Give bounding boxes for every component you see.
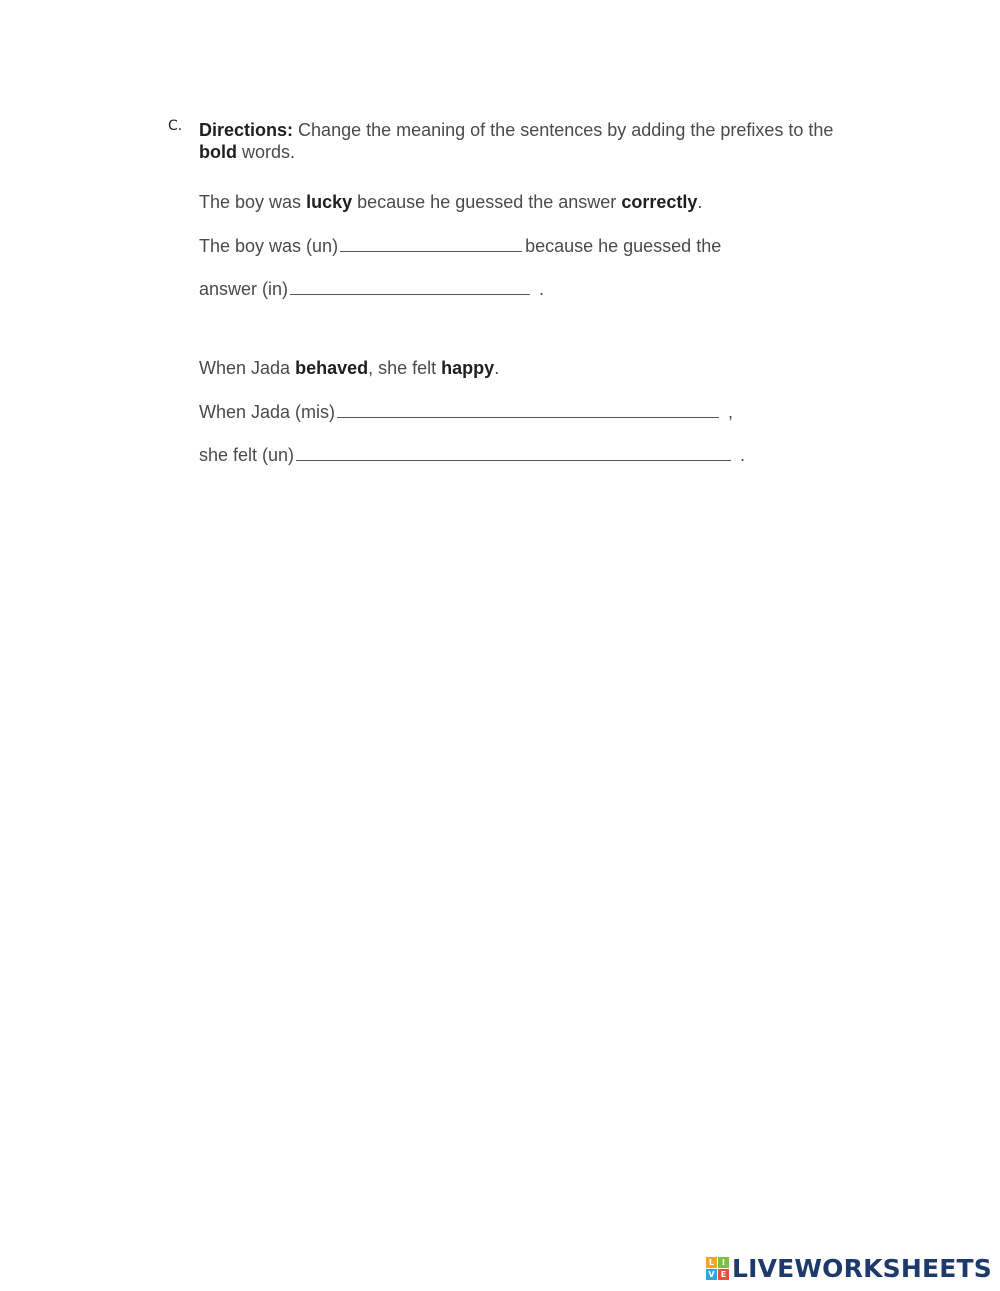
- directions-label: Directions:: [199, 120, 294, 140]
- sentence-text: , she felt: [368, 358, 437, 378]
- sentence-end: .: [494, 358, 500, 378]
- prefix-prompt: answer (in): [199, 279, 289, 299]
- sentence-text: The boy was: [199, 192, 302, 212]
- mark-letter: L: [706, 1257, 717, 1268]
- mark-letter: E: [718, 1269, 729, 1280]
- liveworksheets-mark-icon: [706, 1257, 729, 1280]
- sentence-end: .: [740, 445, 746, 465]
- bold-word: lucky: [306, 192, 353, 212]
- sentence-text: When Jada: [199, 358, 291, 378]
- prefix-prompt: The boy was (un): [199, 236, 339, 256]
- answer-blank-incorrectly[interactable]: [290, 278, 530, 295]
- item1-line-a: [199, 235, 721, 257]
- directions-bold-word: bold: [199, 142, 237, 162]
- prefix-prompt: When Jada (mis): [199, 402, 336, 422]
- bold-word: behaved: [295, 358, 369, 378]
- item2-sentence: [199, 358, 499, 379]
- mark-letter: I: [718, 1257, 729, 1268]
- directions: [199, 119, 839, 163]
- mark-letter: V: [706, 1269, 717, 1280]
- sentence-end: .: [697, 192, 703, 212]
- item2-line-b: [199, 444, 745, 466]
- answer-blank-misbehaved[interactable]: [337, 401, 719, 418]
- sentence-end: .: [539, 279, 545, 299]
- directions-text: Change the meaning of the sentences by adding the prefixes to the: [298, 120, 834, 140]
- bold-word: happy: [441, 358, 495, 378]
- liveworksheets-logo: [706, 1254, 992, 1283]
- prefix-prompt: she felt (un): [199, 445, 295, 465]
- brand-name: LIVEWORKSHEETS: [731, 1254, 992, 1283]
- sentence-end: ,: [728, 402, 734, 422]
- sentence-text: because he guessed the answer: [357, 192, 617, 212]
- item2-line-a: [199, 401, 733, 423]
- sentence-text: because he guessed the: [525, 236, 722, 256]
- bold-word: correctly: [621, 192, 698, 212]
- answer-blank-unlucky[interactable]: [340, 235, 522, 252]
- section-letter: C.: [168, 118, 183, 134]
- item1-line-b: [199, 278, 544, 300]
- answer-blank-unhappy[interactable]: [296, 444, 731, 461]
- item1-sentence: [199, 192, 702, 213]
- directions-text-end: words.: [242, 142, 296, 162]
